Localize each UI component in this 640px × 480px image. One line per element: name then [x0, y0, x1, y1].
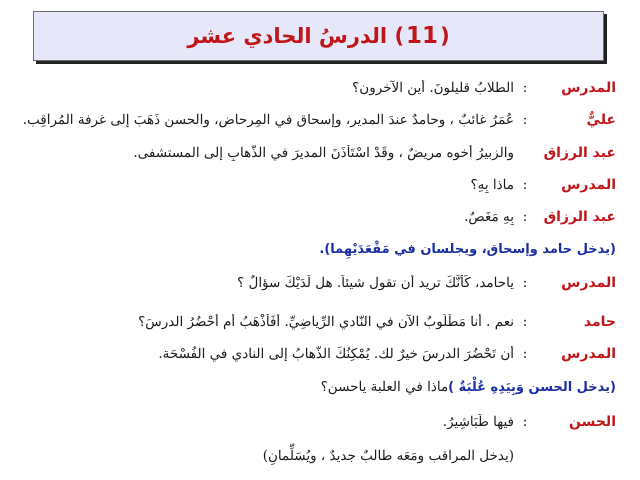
speaker-name: المدرس — [561, 80, 616, 96]
dialogue-line — [16, 268, 616, 298]
dialogue-line — [16, 138, 616, 168]
speech-text: ماذا بِهِ؟ — [470, 177, 514, 193]
stage-direction: (يدخل الحسن وَبِيَدِهِ عُلْبَةٌ ) — [448, 379, 616, 395]
speech-text: والزبيرُ أخوه مريضٌ ، وقَدْ اسْتَأْذَنَ المديرَ في الذّهابِ إلى المستشفى. — [133, 145, 514, 161]
colon: : — [522, 209, 528, 225]
speech-text: أن تَحْضُرَ الدرسَ خيرٌ لك. يُمْكِنُكَ الذَّهابُ إلى النادي في الفُسْحَة. — [158, 346, 514, 362]
colon: : — [522, 275, 528, 291]
title-close-paren: ) — [394, 24, 405, 48]
speech-text: ماذا في العلبة ياحسن؟ — [320, 379, 449, 395]
speech-text: ياحامد، كَأَنَّكَ تريد أن تقول شيئاً. هل لَدَيْكَ سؤالٌ ؟ — [237, 275, 514, 291]
colon: : — [522, 314, 528, 330]
colon: : — [522, 414, 528, 430]
colon: : — [522, 346, 528, 362]
speaker-name: المدرس — [561, 275, 616, 291]
speaker-name: عبد الرزاق — [543, 145, 616, 161]
dialogue-line — [16, 307, 616, 337]
speaker-name: حامد — [583, 314, 616, 330]
speaker-name: الحسن — [569, 414, 616, 430]
dialogue-line — [16, 339, 616, 369]
speech-text: عُمَرُ غائبٌ ، وحامدٌ عندَ المديرِ، وإسحاق في المِرحاض، والحسن ذَهَبَ إلى غرفة المُراقِب. — [22, 112, 514, 128]
speech-text: نعم . أنا مَطْلُوبٌ الآن في النّادي الرِّياضِيِّ. أَفَأَذْهَبُ أم أَحْضُرُ الدرسَ؟ — [138, 314, 514, 330]
stage-direction-line — [16, 234, 616, 264]
colon: : — [522, 177, 528, 193]
dialogue-line — [16, 105, 616, 135]
speech-text: الطلابُ قليلونَ. أين الآخرون؟ — [352, 80, 514, 96]
title-open-paren: ( — [440, 24, 450, 48]
speaker-name: المدرس — [561, 177, 616, 193]
dialogue-line — [16, 202, 616, 232]
speaker-name: عبد الرزاق — [543, 209, 616, 225]
stage-note: (يدخل المراقب ومَعَه طالبٌ جديدٌ ، ويُسَلِّمانِ) — [262, 448, 514, 464]
speech-text: بِهِ مَغَصٌ. — [464, 209, 514, 225]
lesson-title-text: الدرسُ الحادي عشر — [187, 24, 388, 48]
colon: : — [522, 112, 528, 128]
stage-direction-line — [16, 372, 616, 402]
speaker-name: المدرس — [561, 346, 616, 362]
dialogue-line — [16, 170, 616, 200]
speech-text: فيها طَبَاشِيرُ. — [442, 414, 514, 430]
lesson-number: 11 — [406, 23, 439, 49]
stage-note-line — [0, 441, 616, 471]
colon: : — [522, 80, 528, 96]
dialogue-line — [16, 73, 616, 103]
speaker-name: عليٌّ — [586, 112, 616, 128]
dialogue-line — [16, 407, 616, 437]
stage-direction: (يدخل حامد وإسحاق، ويجلسان في مَقْعَدَيْهِما). — [319, 241, 616, 257]
